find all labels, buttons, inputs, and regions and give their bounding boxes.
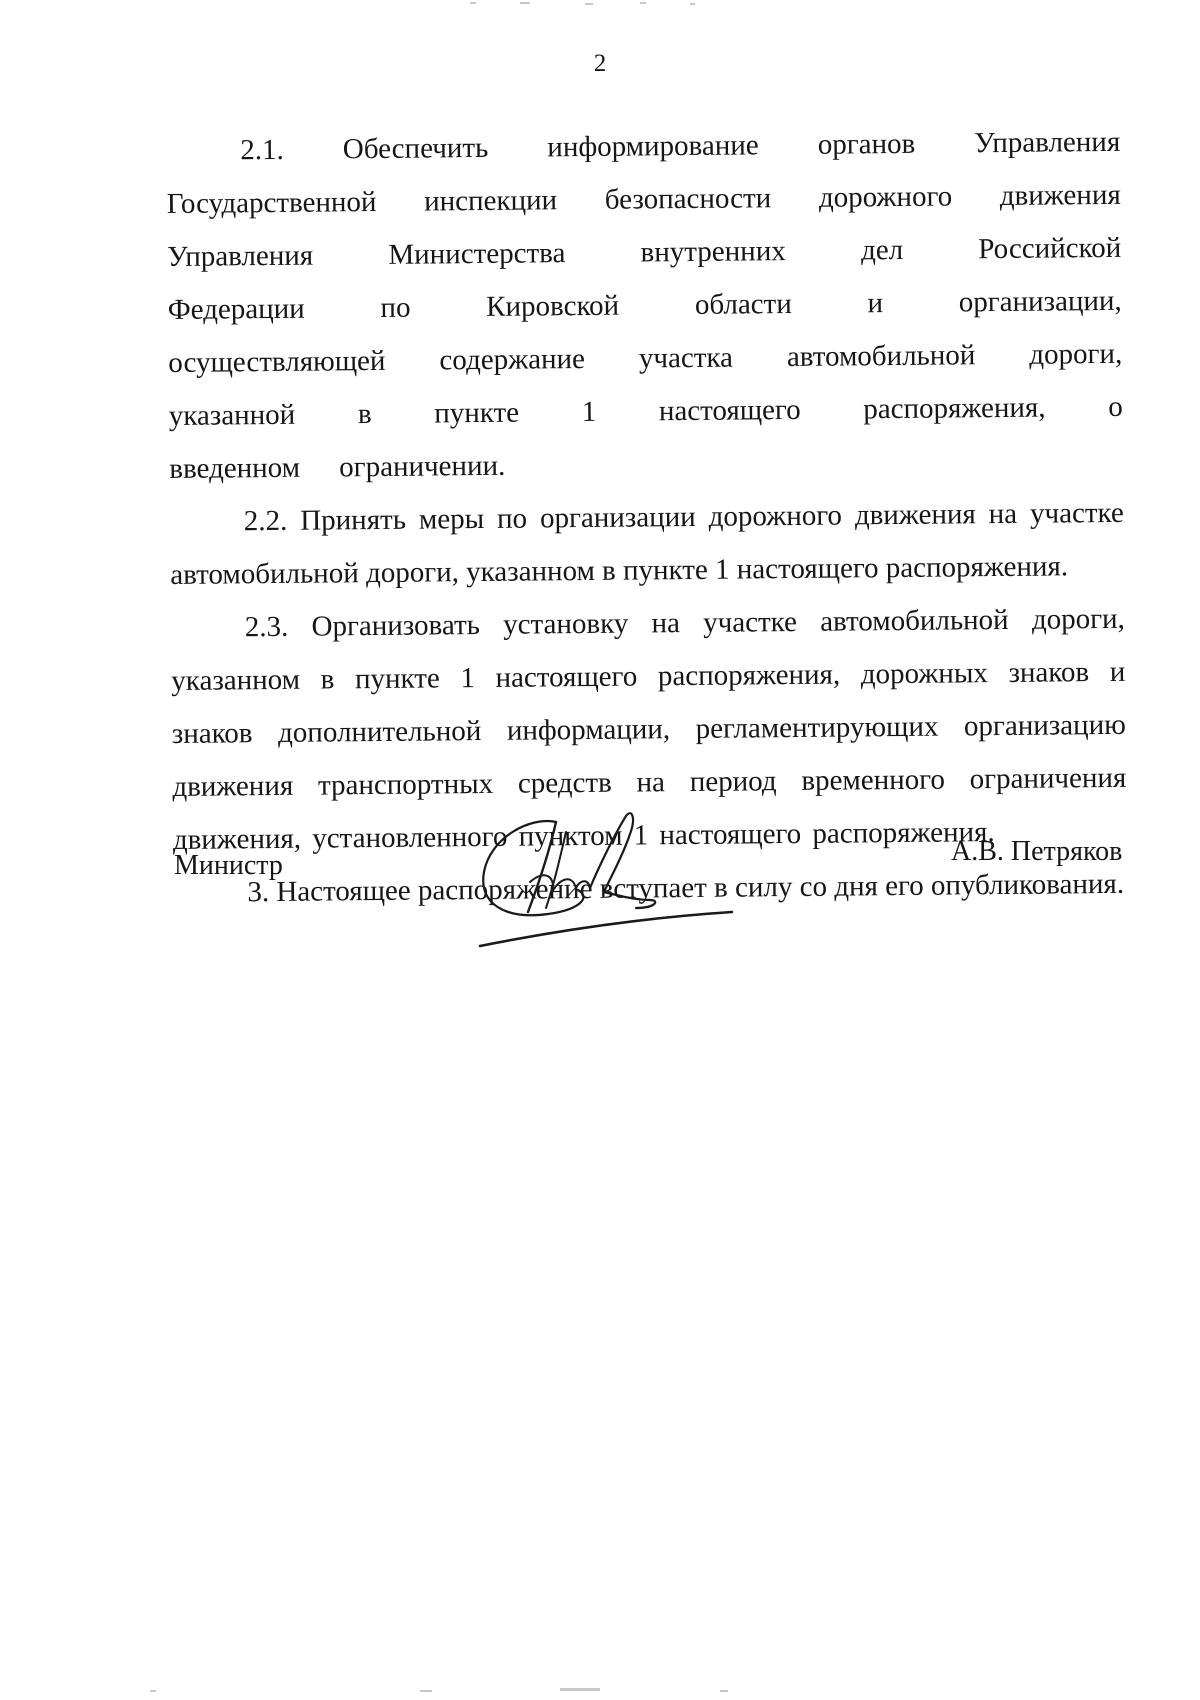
handwritten-signature bbox=[460, 808, 740, 948]
paragraph-2-3: 2.3. Организовать установку на участке автомобильной дороги, указанном в пункте 1 настоящего распоряжения, дорожных знаков и знаков дополнительной информации, регламентирующих организацию движения транспортных средств на период временного ограничения движения, установленного пунктом 1 настоящего распоряжения. bbox=[171, 602, 1127, 856]
paragraph-2-2: 2.2. Принять меры по организации дорожного движения на участке автомобильной дороги, указанном в пункте 1 настоящего распоряжения. bbox=[170, 496, 1124, 591]
signer-position: Министр bbox=[174, 850, 283, 881]
paragraph-2-1: 2.1. Обеспечить информирование органов Управления Государственной инспекции безопасности дорожного движения Управления Министерства внутренних дел Российской Федерации по Кировской области и организации, осуществляющей содержание участка автомобильной дороги, указанной в пункте 1 настоящего распоряжения, о введенном ограничении. bbox=[166, 125, 1123, 485]
signer-name: А.В. Петряков bbox=[951, 836, 1123, 867]
paragraph-3: 3. Настоящее распоряжение вступает в силу со дня его опубликования. bbox=[247, 867, 1125, 909]
page-number: 2 bbox=[593, 50, 607, 77]
